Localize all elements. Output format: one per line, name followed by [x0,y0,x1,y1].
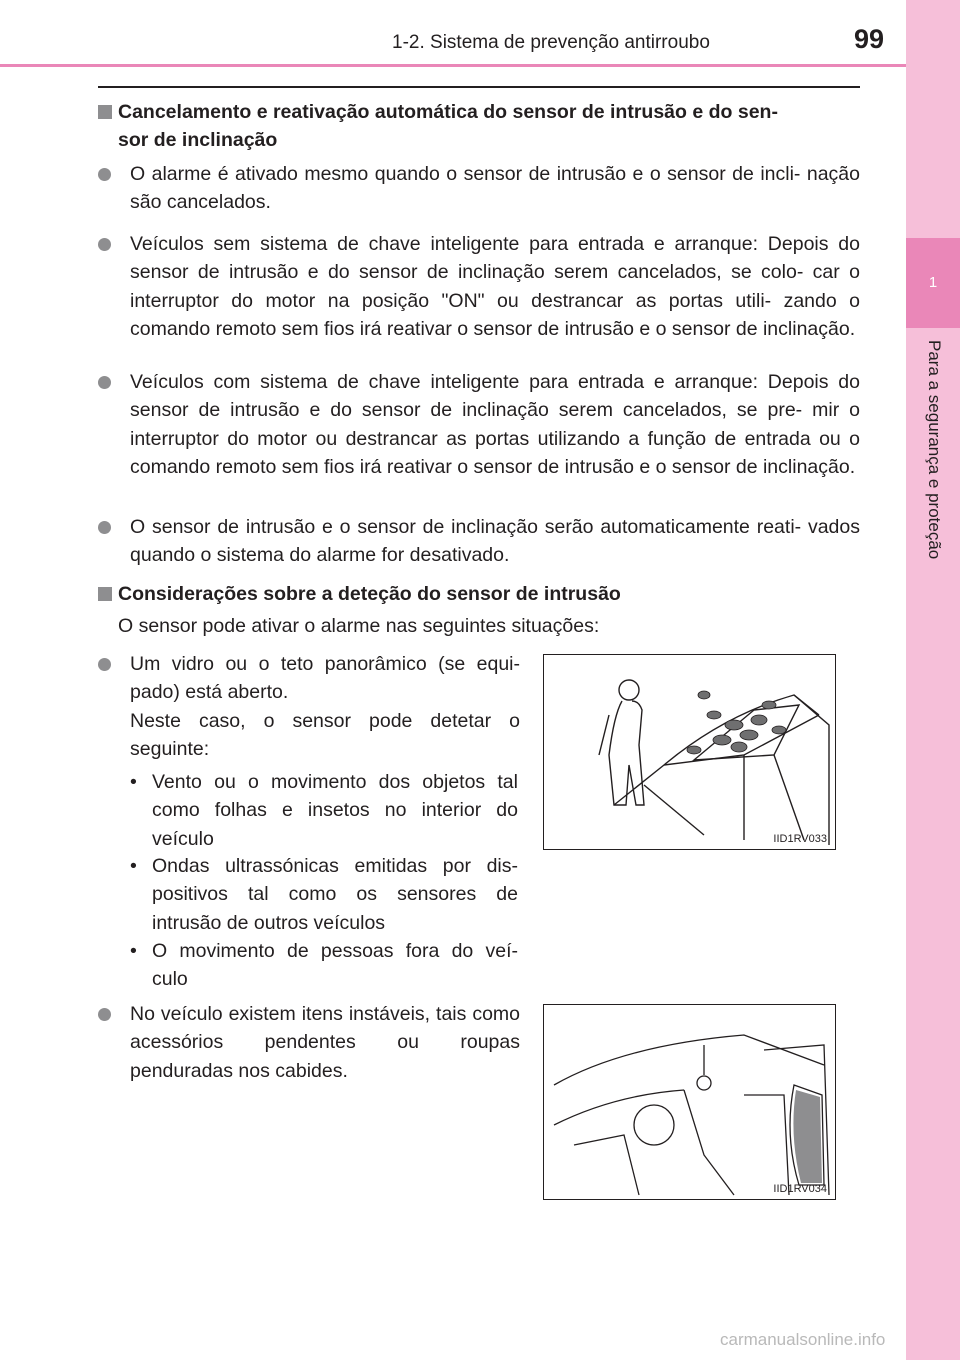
subitem-1 [130,768,518,853]
chapter-label: Para a segurança e proteção [925,340,944,560]
subitem-text: Vento ou o movimento dos objetos tal como folhas e insetos no interior do veículo [152,771,518,850]
sub-bullet: • [130,855,137,877]
bullet-text: O sensor de intrusão e o sensor de inclinação serão automaticamente reati- vados quando o sistema do alarme for desativado. [130,516,860,567]
figure-code: IID1RV034 [773,1183,827,1195]
section2-bullet-1 [98,650,520,764]
page-number: 99 [854,24,885,54]
sub-bullet: • [130,940,137,962]
sub-bullet: • [130,771,137,793]
figure-open-sunroof [543,654,836,850]
section2-bullet-2 [98,1000,520,1085]
header-divider [0,64,906,67]
circle-bullet-icon [98,658,111,671]
section-rule [98,86,860,88]
subitem-2 [130,852,518,937]
square-bullet-icon [98,105,112,119]
chapter-number: 1 [906,238,960,328]
car-interior-illustration [544,1005,835,1199]
circle-bullet-icon [98,376,111,389]
section1-heading-line1: Cancelamento e reativação automática do sensor de intrusão e do sen- [118,101,778,123]
section1-heading-line2: sor de inclinação [118,129,278,152]
circle-bullet-icon [98,1008,111,1021]
figure-code: IID1RV033 [773,833,827,845]
bullet-text: O alarme é ativado mesmo quando o sensor de intrusão e o sensor de incli- nação são cancelados. [130,163,860,214]
watermark: carmanualsonline.info [720,1330,886,1349]
square-bullet-icon [98,587,112,601]
section1-bullet-2 [98,230,860,344]
subitem-3 [130,937,518,994]
side-tab [906,0,960,1360]
subitem-text: O movimento de pessoas fora do veí- culo [152,940,518,991]
section1-bullet-1 [98,160,860,217]
section2-heading-text: Considerações sobre a deteção do sensor de intrusão [118,583,621,605]
section2-heading [98,580,621,608]
section2-intro: O sensor pode ativar o alarme nas seguintes situações: [118,615,600,637]
circle-bullet-icon [98,521,111,534]
bullet-text: No veículo existem itens instáveis, tais como acessórios pendentes ou roupas penduradas nos cabides. [130,1003,520,1082]
section-title: 1-2. Sistema de prevenção antirroubo [392,32,710,53]
figure-car-interior [543,1004,836,1200]
section1-bullet-4 [98,513,860,570]
section1-heading [98,98,860,155]
bullet-text: Veículos com sistema de chave inteligente para entrada e arranque: Depois do sensor de intrusão e do sensor de inclinação serem cancelados, se pre- mir o interruptor do motor ou destrancar as portas utilizando a função de entrada ou o comando remoto sem fios irá reativar o sensor de intrusão e o sensor de inclinação. [130,371,860,479]
section1-bullet-3 [98,368,860,482]
circle-bullet-icon [98,168,111,181]
car-sunroof-illustration [544,655,835,849]
bullet-text: Um vidro ou o teto panorâmico (se equi- pado) está aberto. [130,653,520,704]
bullet-text: Veículos sem sistema de chave inteligente para entrada e arranque: Depois do sensor de intrusão e do sensor de inclinação serem cancelados, se colo- car o interruptor do motor na posição "ON" ou destrancar as portas utili- zando o comando remoto sem fios irá reativar o sensor de intrusão e o sensor de inclinação. [130,233,860,341]
subitem-text: Ondas ultrassónicas emitidas por dis- positivos tal como os sensores de intrusão de outros veículos [152,855,518,934]
circle-bullet-icon [98,238,111,251]
bullet-text-continued: Neste caso, o sensor pode detetar o seguinte: [130,709,520,761]
